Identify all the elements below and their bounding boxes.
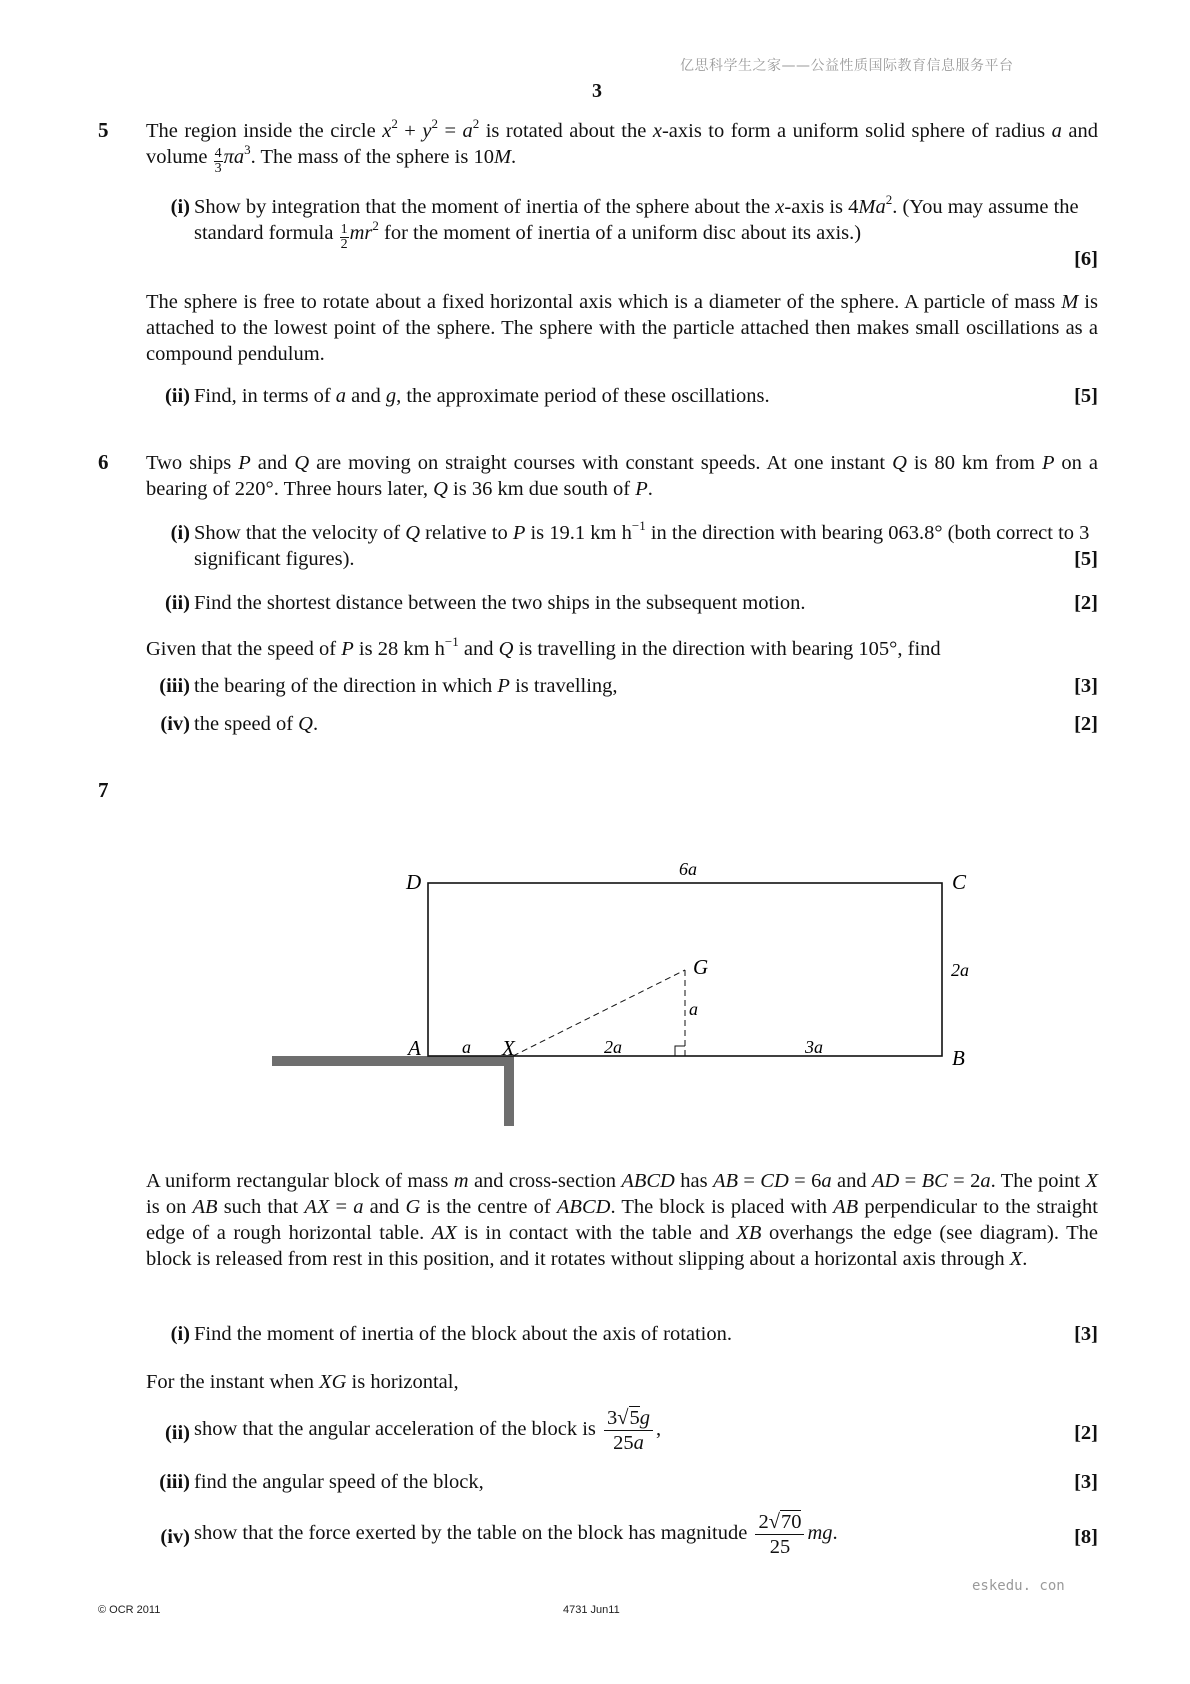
question-6-number: 6 (98, 450, 109, 474)
question-6-part-iii: (iii) the bearing of the direction in which P is travelling, [3] (146, 673, 1098, 701)
part-label: (ii) (164, 592, 190, 614)
marks: [5] (1074, 548, 1098, 570)
question-6-part-iv: (iv) the speed of Q. [2] (146, 711, 1098, 739)
question-7-intro: A uniform rectangular block of mass m and cross-section ABCD has AB = CD = 6a and AD = BC = 2a. The point X is on AB such that AX = a and G is the centre of ABCD. The block is placed with AB perpendicular to the straight edge of a rough horizontal table. AX is in contact with the table and XB overhangs the edge (see diagram). The block is released from rest in this position, and it rotates without slipping about a horizontal axis through X. (146, 1170, 1099, 1270)
marks: [3] (1074, 1323, 1098, 1345)
question-5-intro: The region inside the circle $x^2 + y^2 = a^2$ is rotated about the x-axis to form a uniform solid sphere of radius a and volume $\frac{4}{3}$ $\pi a^3$. The mass of the sphere is 10M. (146, 116, 1098, 176)
line-xg (513, 970, 685, 1056)
question-5-paragraph-2: The sphere is free to rotate about a fixed horizontal axis which is a diameter of the sphere. A particle of mass M is attached to the lowest point of the sphere. The sphere with the particle attached then makes small oscillations as a compound pendulum. (146, 291, 1098, 365)
question-6-given: Given that the speed of P is 28 km $h^{-1}$ and Q is travelling in the direction with bearing 105°, find (146, 634, 941, 660)
table-edge (504, 1056, 514, 1126)
question-7-number: 7 (98, 778, 109, 802)
marks: [3] (1074, 1471, 1098, 1493)
question-6-part-ii: (ii) Find the shortest distance between the two ships in the subsequent motion. [2] (146, 590, 1098, 618)
length-right: 2a (951, 960, 969, 980)
watermark-header: 亿思科学生之家——公益性质国际教育信息服务平台 (680, 58, 1014, 74)
table-top (272, 1056, 512, 1066)
watermark-footer: eskedu. con (972, 1578, 1065, 1594)
marks: [8] (1074, 1526, 1098, 1548)
part-label: (ii) (164, 385, 190, 407)
part-label: (i) (170, 196, 190, 218)
label-d: D (406, 870, 422, 894)
label-g: G (693, 955, 709, 979)
question-7-instant: For the instant when XG is horizontal, (146, 1371, 459, 1393)
part-label: (iv) (160, 713, 190, 735)
question-7-diagram (0, 780, 1190, 1140)
question-5-part-i: (i) Show by integration that the moment of inertia of the sphere about the x-axis is 4Ma$^2$. (You may assume the standard formula $\frac{1}{2}$ $mr^2$ for the moment of inertia of a uniform disc about its axis.) [6] (146, 194, 1098, 274)
part-label: (iii) (159, 1471, 190, 1493)
question-7-part-iv: (iv) show that the force exerted by the table on the block has magnitude $\frac{2√70}{25}$ mg. [8] (146, 1510, 1098, 1566)
question-5-number: 5 (98, 118, 109, 142)
question-6-intro: Two ships P and Q are moving on straight courses with constant speeds. At one instant Q is 80 km from P on a bearing of 220°. Three hours later, Q is 36 km due south of P. (146, 452, 1099, 500)
right-angle-marker (675, 1046, 685, 1056)
part-label: (iii) (159, 675, 190, 697)
label-b: B (952, 1046, 965, 1070)
length-ax: a (462, 1037, 471, 1057)
marks: [2] (1074, 713, 1098, 735)
length-top: 6a (679, 859, 697, 879)
marks: [2] (1074, 592, 1098, 614)
question-7-part-iii: (iii) find the angular speed of the block, [3] (146, 1469, 1098, 1497)
question-5-part-ii: (ii) Find, in terms of a and g, the approximate period of these oscillations. [5] (146, 383, 1098, 411)
marks: [2] (1074, 1422, 1098, 1444)
part-label: (ii) (164, 1422, 190, 1444)
question-6-part-i: (i) Show that the velocity of Q relative to P is 19.1 km $h^{-1}$ in the direction with bearing 063.8° (both correct to 3 significant figures). [5] (146, 520, 1098, 574)
marks: [5] (1074, 385, 1098, 407)
label-x: X (502, 1036, 515, 1060)
label-c: C (952, 870, 967, 894)
part-label: (i) (170, 522, 190, 544)
paper-code: 4731 Jun11 (563, 1604, 620, 1616)
part-label: (iv) (160, 1526, 190, 1548)
marks: [6] (1074, 248, 1098, 270)
question-7-part-ii: (ii) show that the angular acceleration of the block is $\frac{3√5g}{25a}$ , [2] (146, 1406, 1098, 1462)
length-xf: 2a (604, 1037, 622, 1057)
copyright: © OCR 2011 (98, 1604, 161, 1616)
part-label: (i) (170, 1323, 190, 1345)
length-fb: 3a (805, 1037, 823, 1057)
page-number: 3 (592, 80, 602, 102)
label-a: A (408, 1036, 421, 1060)
length-g-height: a (689, 999, 698, 1019)
marks: [3] (1074, 675, 1098, 697)
question-7-part-i: (i) Find the moment of inertia of the block about the axis of rotation. [3] (146, 1321, 1098, 1349)
